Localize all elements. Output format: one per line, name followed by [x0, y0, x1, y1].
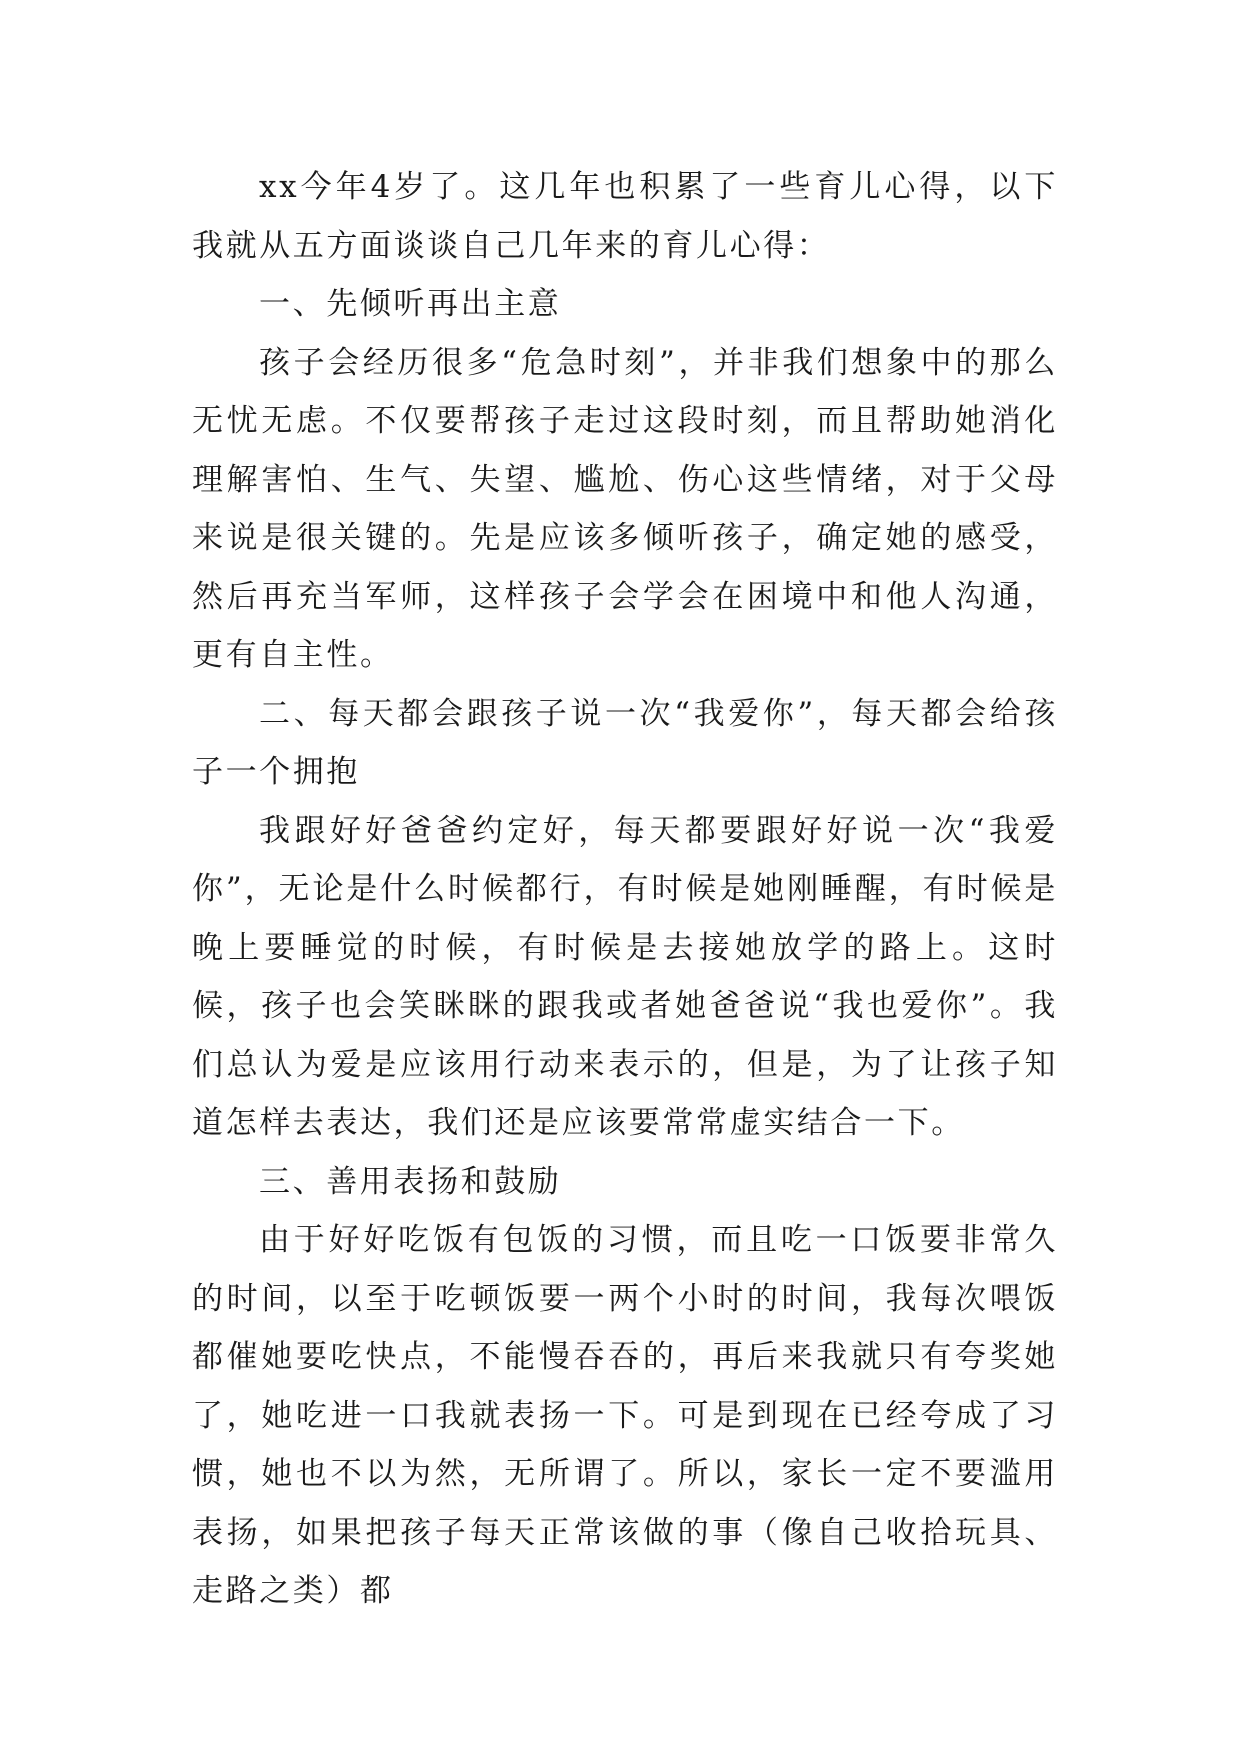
paragraph-intro: xx今年4岁了。这几年也积累了一些育儿心得，以下我就从五方面谈谈自己几年来的育儿心得：: [192, 169, 1058, 264]
paragraph-section-1: 孩子会经历很多“危急时刻”，并非我们想象中的那么无忧无虑。不仅要帮孩子走过这段时刻，而且帮助她消化理解害怕、生气、失望、尴尬、伤心这些情绪，对于父母来说是很关键的。先是应该多倾听孩子，确定她的感受，然后再充当军师，这样孩子会学会在困境中和他人沟通，更有自主性。: [192, 344, 1058, 673]
paragraph-section-3: 由于好好吃饭有包饭的习惯，而且吃一口饭要非常久的时间，以至于吃顿饭要一两个小时的时间，我每次喂饭都催她要吃快点，不能慢吞吞的，再后来我就只有夸奖她了，她吃进一口我就表扬一下。可是到现在已经夸成了习惯，她也不以为然，无所谓了。所以，家长一定不要滥用表扬，如果把孩子每天正常该做的事（像自己收拾玩具、走路之类）都: [192, 1222, 1058, 1609]
paragraph-section-2: 我跟好好爸爸约定好，每天都要跟好好说一次“我爱你”，无论是什么时候都行，有时候是她刚睡醒，有时候是晚上要睡觉的时候，有时候是去接她放学的路上。这时候，孩子也会笑眯眯的跟我或者她爸爸说“我也爱你”。我们总认为爱是应该用行动来表示的，但是，为了让孩子知道怎样去表达，我们还是应该要常常虚实结合一下。: [192, 812, 1058, 1141]
section-heading-2: 二、每天都会跟孩子说一次“我爱你”，每天都会给孩子一个拥抱: [192, 695, 1058, 790]
section-heading-3: 三、善用表扬和鼓励: [259, 1163, 562, 1200]
document-body: [192, 158, 1058, 1621]
section-heading-1: 一、先倾听再出主意: [259, 286, 562, 322]
